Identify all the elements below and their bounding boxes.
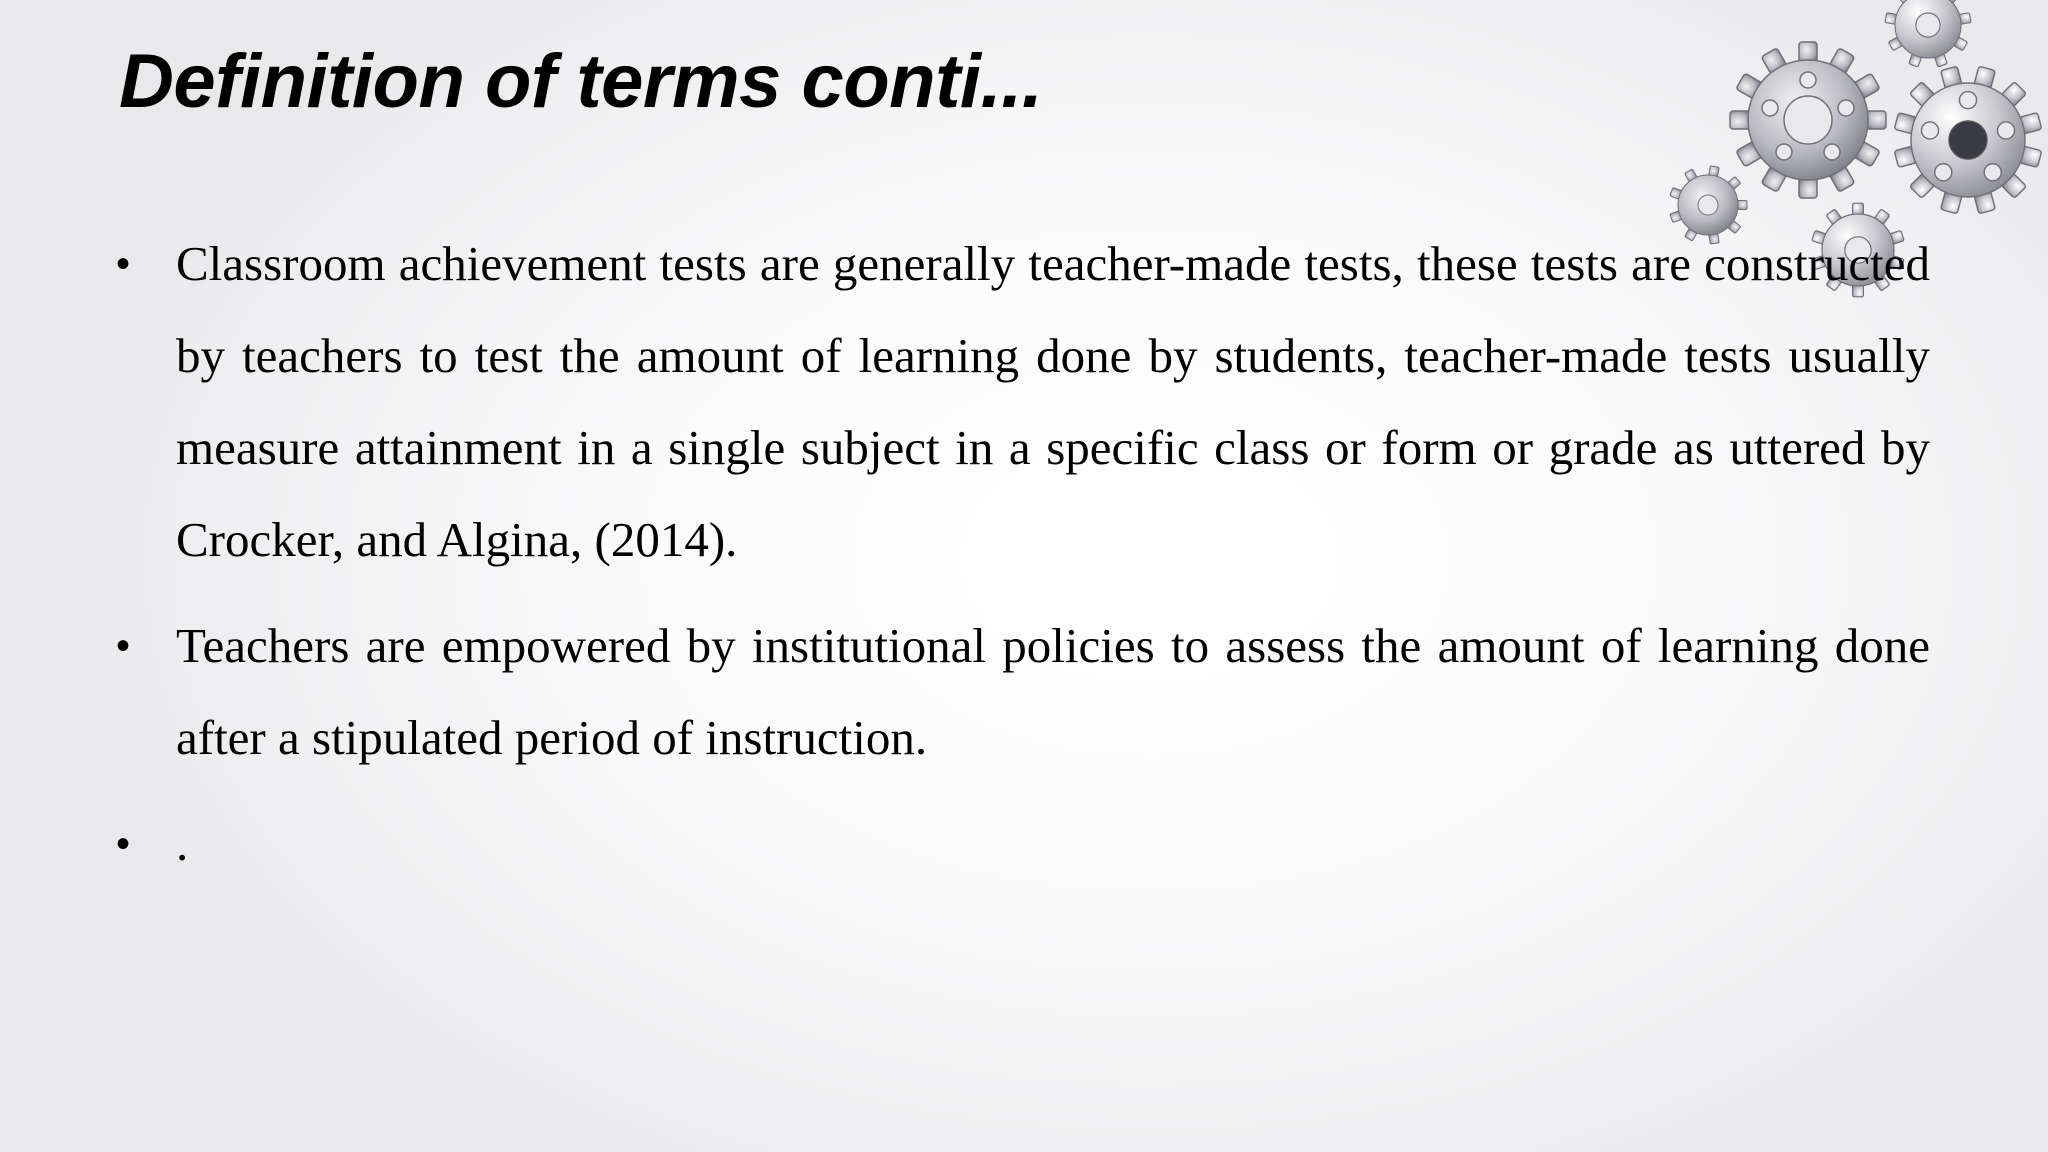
slide-title: Definition of terms conti...: [119, 39, 1043, 124]
bullet-item: [110, 600, 1930, 784]
bullet-list: [110, 218, 1930, 904]
bullet-text: Classroom achievement tests are generally teacher-made tests, these tests are constructed by teachers to test the amount of learning done by students, teacher-made tests usually measure attainment in a single subject in a specific class or form or grade as uttered by Crocker, and Algina, (2014).: [176, 236, 1930, 567]
bullet-item: [110, 798, 1930, 890]
bullet-marker: •: [116, 624, 131, 668]
bullet-marker: •: [116, 822, 131, 866]
bullet-marker: •: [116, 242, 131, 286]
bullet-text: Teachers are empowered by institutional policies to assess the amount of learning done after a stipulated period of instruction.: [176, 618, 1930, 765]
bullet-item: [110, 218, 1930, 586]
bullet-text: .: [176, 816, 189, 871]
